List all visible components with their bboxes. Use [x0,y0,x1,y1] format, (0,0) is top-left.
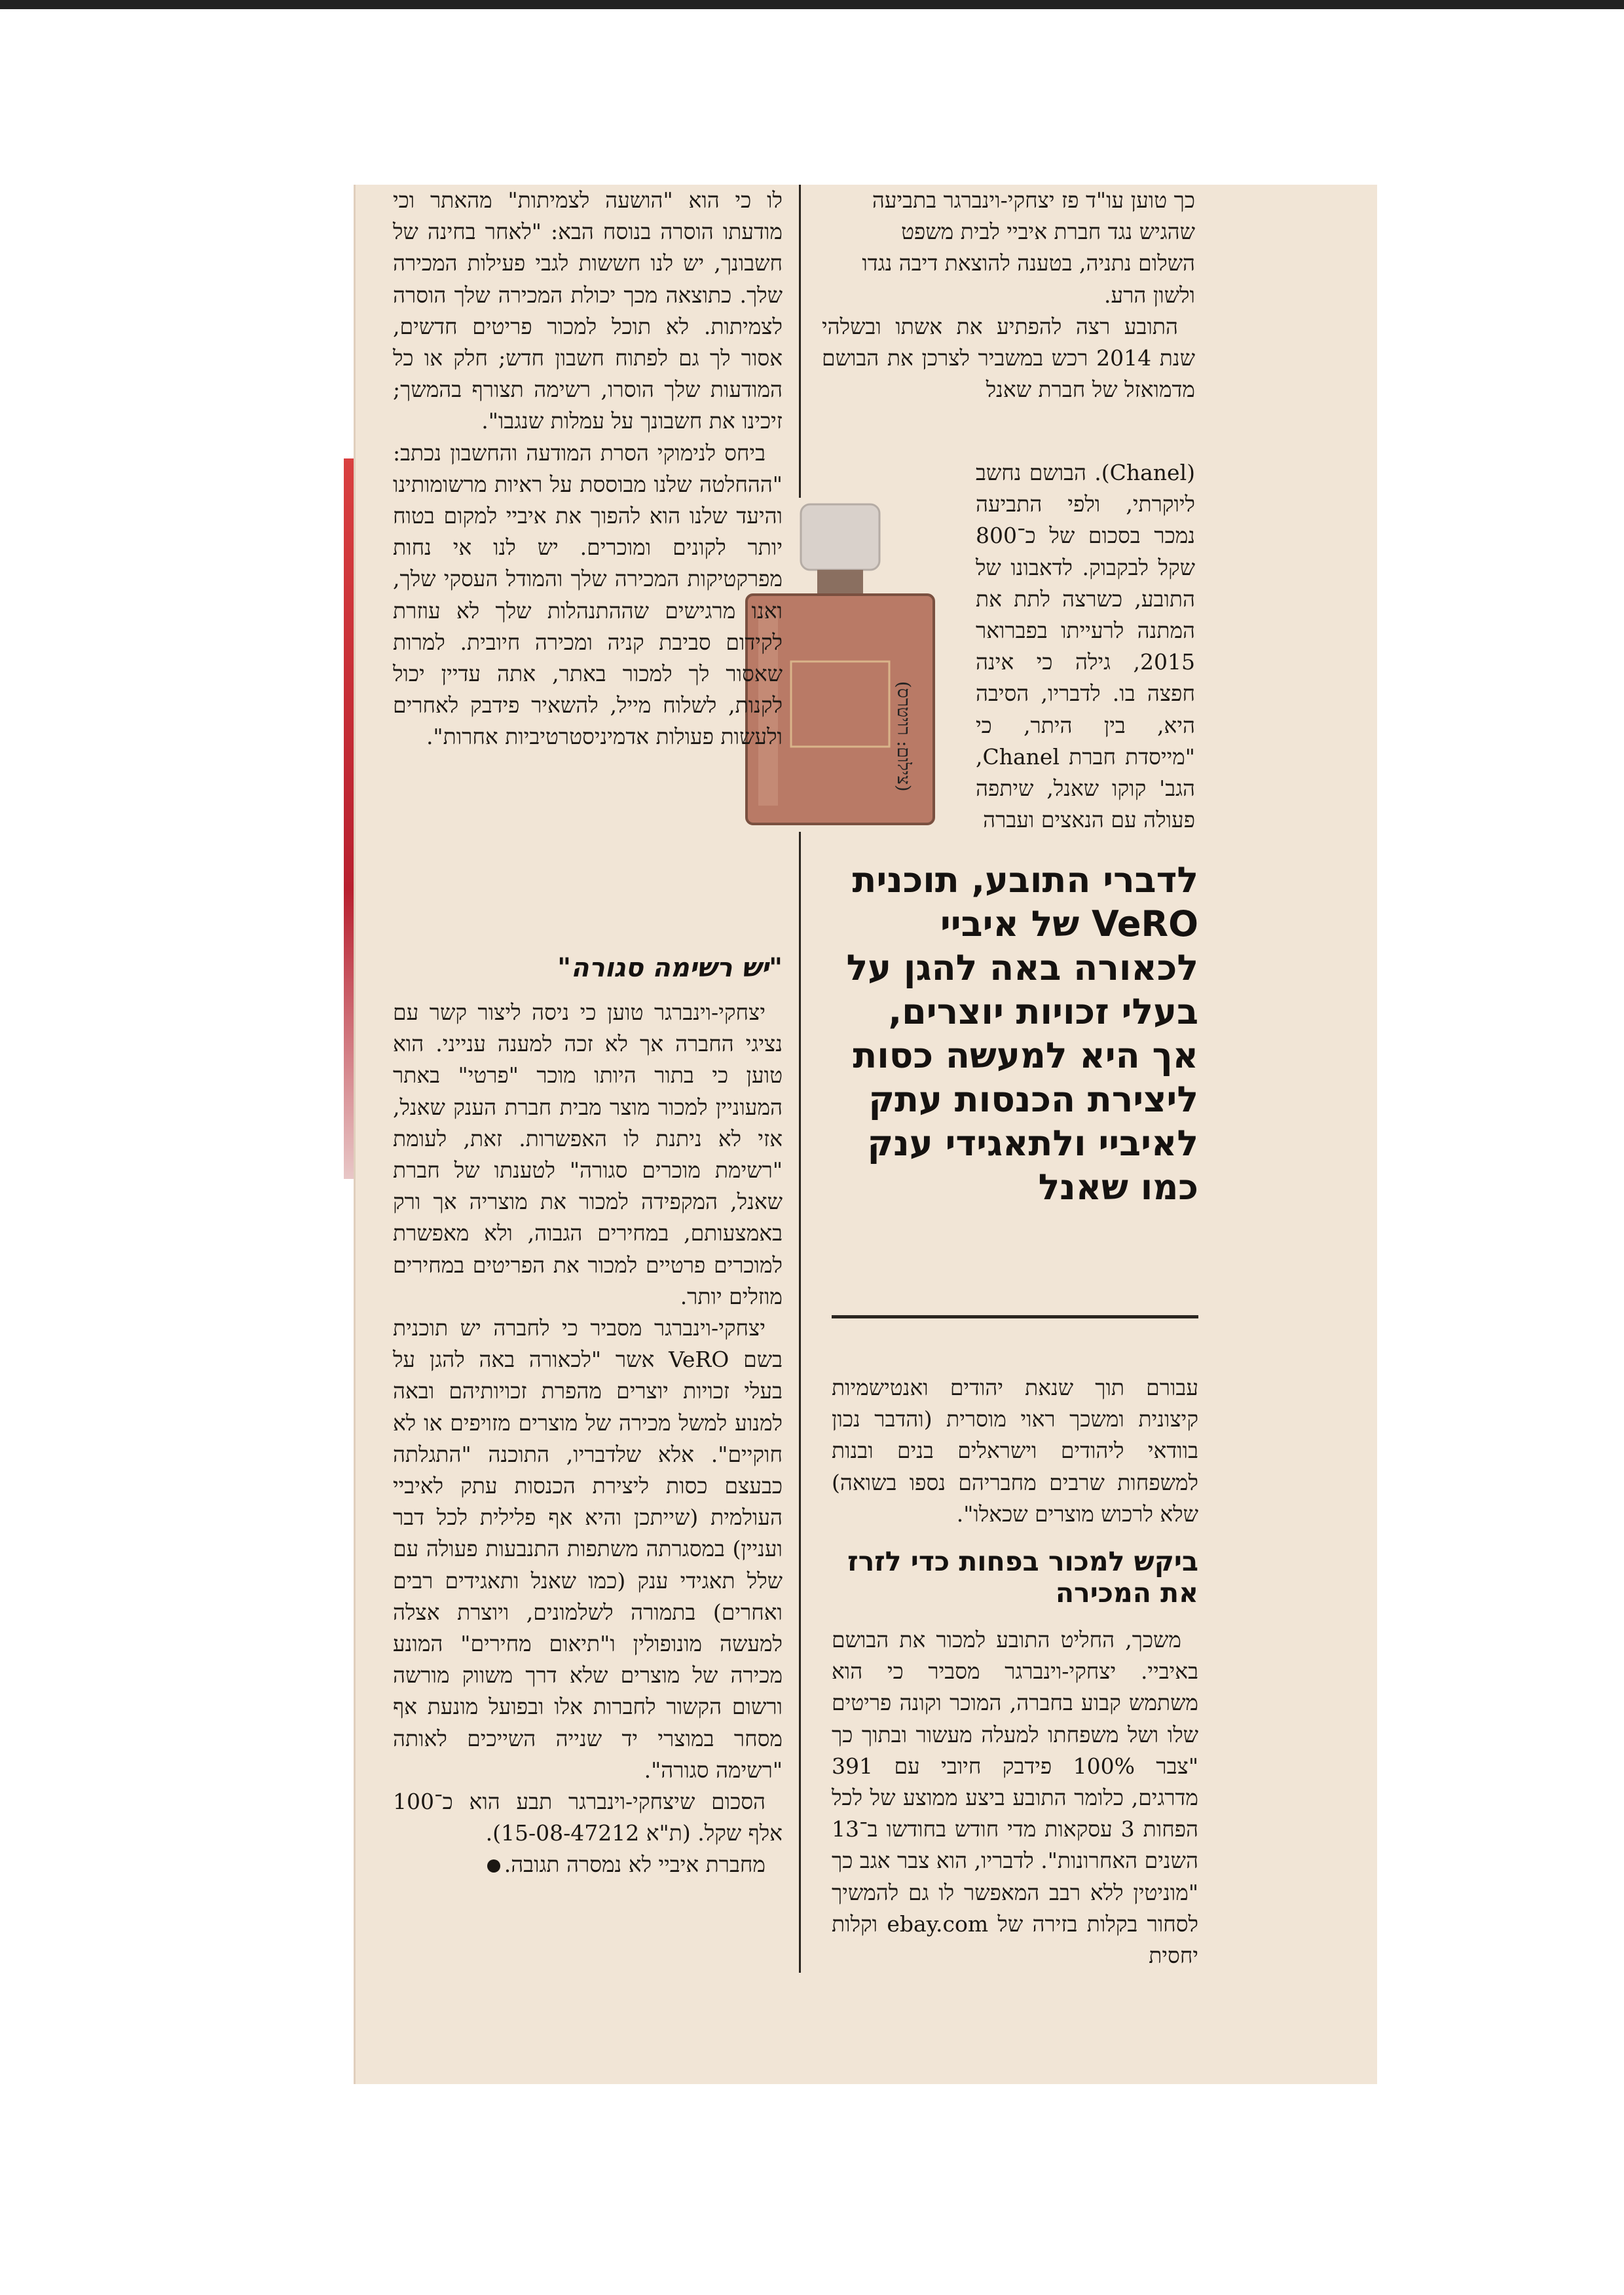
pull-quote-rule [832,1315,1198,1318]
paragraph-reasons: ביחס לנימוקי הסרת המודעה והחשבון נכתב: "ההחלטה שלנו מבוססת על ראיות מרשומותינו והיעד שלנו הוא להפוך את איביי למקום בטוח יותר לקונים ומוכרים. יש לנו אי נחות מפרקטיקות המכירה שלך והמודל העסקי שלך, ואנו מרגישים שההתנהלות שלך לא עוזרת לקידום סביבת קניה ומכירה חיובית. למרות שאסור לך למכור באתר, אתה עדיין יכול לקנות, לשלוח מייל, להשאיר פידבק לאחרים ולעשות פעולות אדמיניסטרטיביות אחרות". [393,439,783,750]
bottle-neck [817,570,863,596]
paragraph-antisemitism: עבורם תוך שנאת יהודים ואנטישמיות קיצונית ומשכך ראוי מוסרית (והדבר נכון בוודאי ליהודים וישראלים בנים ובנות למשפחות שרבים מחבריהם נספו בשואה) שלא לרכוש מוצרים שכאלו". [832,1375,1198,1527]
article-left-column-bottom [393,997,783,1881]
scan-top-edge [0,0,1624,9]
intro-line: ולשון הרע. [1104,282,1195,308]
paragraph-suspension: לו כי הוא "הושעה לצמיתות" מהאתר וכי מודעתו הוסרה בנוסח הבא: "לאחר בחינה של חשבונך, יש לנו חששות לגבי פעילות המכירה שלך. כתוצאה מכך יכולת המכירה שלך הוסרה לצמיתות. לא תוכל למכור פריטים חדשים, אסור לך גם לפתוח חשבון חדש; חלק או כל המודעות שלך הוסרו, רשימה תצורף בהמשך; זיכינו את חשבונך על עמלות שנגבו". [393,187,783,434]
article-right-column-bottom [832,1372,1198,1530]
no-response-text: מחברת איביי לא נמסרה תגובה. [504,1852,766,1878]
paragraph-amount: הסכום שיצחקי-וינברגר תבע הוא כ־100 אלף שקל. (ת"א 15-08-47212). [393,1789,783,1846]
article-right-column-top [822,185,1195,405]
subhead-closed-list: "יש רשימה סגורה" [557,953,783,983]
column-divider [799,185,801,1973]
article-left-column-top [393,185,783,753]
subhead-sell-less: ביקש למכור בפחות כדי לזרז את המכירה [847,1546,1198,1609]
paragraph-chanel: (Chanel). הבושם נחשב ליוקרתי, ולפי התביעה נמכר בסכום של כ־800 שקל לבקבוק. לדאבונו של התובע, כשרצה לתת את המתנה לרעייתו בפברואר 2015, גילה כי אינה חפצה בו. לדבריו, הסיבה היא, בין היתר, כי "מייסדת חברת Chanel, הגב' קוקו שאנל, שיתפה פעולה עם הנאצים ועברה [976,460,1195,833]
intro-line: השלום נתניה, בטענה להוצאת דיבה נגדו [862,250,1195,276]
bottle-cap [801,504,879,570]
paragraph-gift: התובע רצה להפתיע את אשתו ובשלהי שנת 2014 רכש במשביר לצרכן את הבושם מדמואזל של חברת שאנל [822,313,1195,403]
paragraph-ebay-seller: משכך, החליט התובע למכור את הבושם באיביי. יצחקי-וינברגר מסביר כי הוא משתמש קבוע בחברה, המוכר וקונה פריטים שלו ושל משפחתו למעלה מעשור ובתוך כך "צבר 100% פידבק חיובי עם 391 מדרגים, כלומר התובע ביצע ממוצע של לכל הפחות 3 עסקאות מדי חודש בחודשו ב־13 השנים האחרונות". לדבריו, הוא צבר אגב כך "מוניטין ללא רבב המאפשר לו גם להמשיך לסחור בקלות בזירה של ebay.com וקלות יחסית [832,1627,1198,1969]
paragraph-vero: יצחקי-וינברגר מסביר כי לחברה יש תוכנית בשם VeRO אשר "לכאורה באה להגן על בעלי זכויות יוצרים מהפרת זכויותיהם ובאה למנוע למשל מכירה של מוצרים מזויפים או לא חוקיים". אלא שלדבריו, התוכנה "התגלתה כבעצם כסות ליצירת הכנסות עתק לאיביי העולמית (שייתכן והיא אף פלילית לכל דבר ועניין) במסגרתה משתפות התנבעות פעולה עם שלל תאגידי ענק (כמו שאנל ותאגידים רבים ואחרים) בתמורה לשלמונים, ויוצרת אצלה למעשה מונופולין ו"תיאום מחירים" המונע מכירה של מוצרים שלא דרך משווק מורשה ורשום הקשור לחברות אלו ובפועל מונעת אף מסחר במוצרי יד שנייה השייכים לאותה "רשימה סגורה". [393,1315,783,1783]
end-of-article-icon [487,1859,500,1873]
intro-line: שהגיש נגד חברת איביי לבית משפט [901,219,1195,245]
article-right-narrow [976,457,1195,836]
intro-line: כך טוען עו"ד פז יצחקי-וינברגר בתביעה [872,187,1195,213]
paragraph-private-seller: יצחקי-וינברגר טוען כי ניסה ליצור קשר עם נציגי החברה אך לא זכה למענה ענייני. הוא טוען כי בתור היותו מוכר "פרטי" באתר המעוניין למכור מוצר מבית חברת הענק שאנל, אזי לא ניתנת לו האפשרות. זאת, לעומת "רשימת מוכרים סגורה" לטענתו של חברת שאנל, המקפידה למכור את מוצריה אך ורק באמצעותם, במחירים הגבוה, ולא מאפשרת למוכרים פרטיים למכור את הפריטים במחירים מוזלים יותר. [393,999,783,1309]
photo-credit: (צילום: רויטרס) [893,681,913,792]
pull-quote: לדברי התובע, תוכנית VeRO של איביי לכאורה באה להגן על בעלי זכויות יוצרים, אך היא למעשה כסות ליצירת הכנסות עתק לאיביי ולתאגידי ענק כמו שאנל [846,859,1198,1208]
article-right-column-bottom-2 [832,1624,1198,1971]
paragraph-no-response [393,1849,783,1880]
